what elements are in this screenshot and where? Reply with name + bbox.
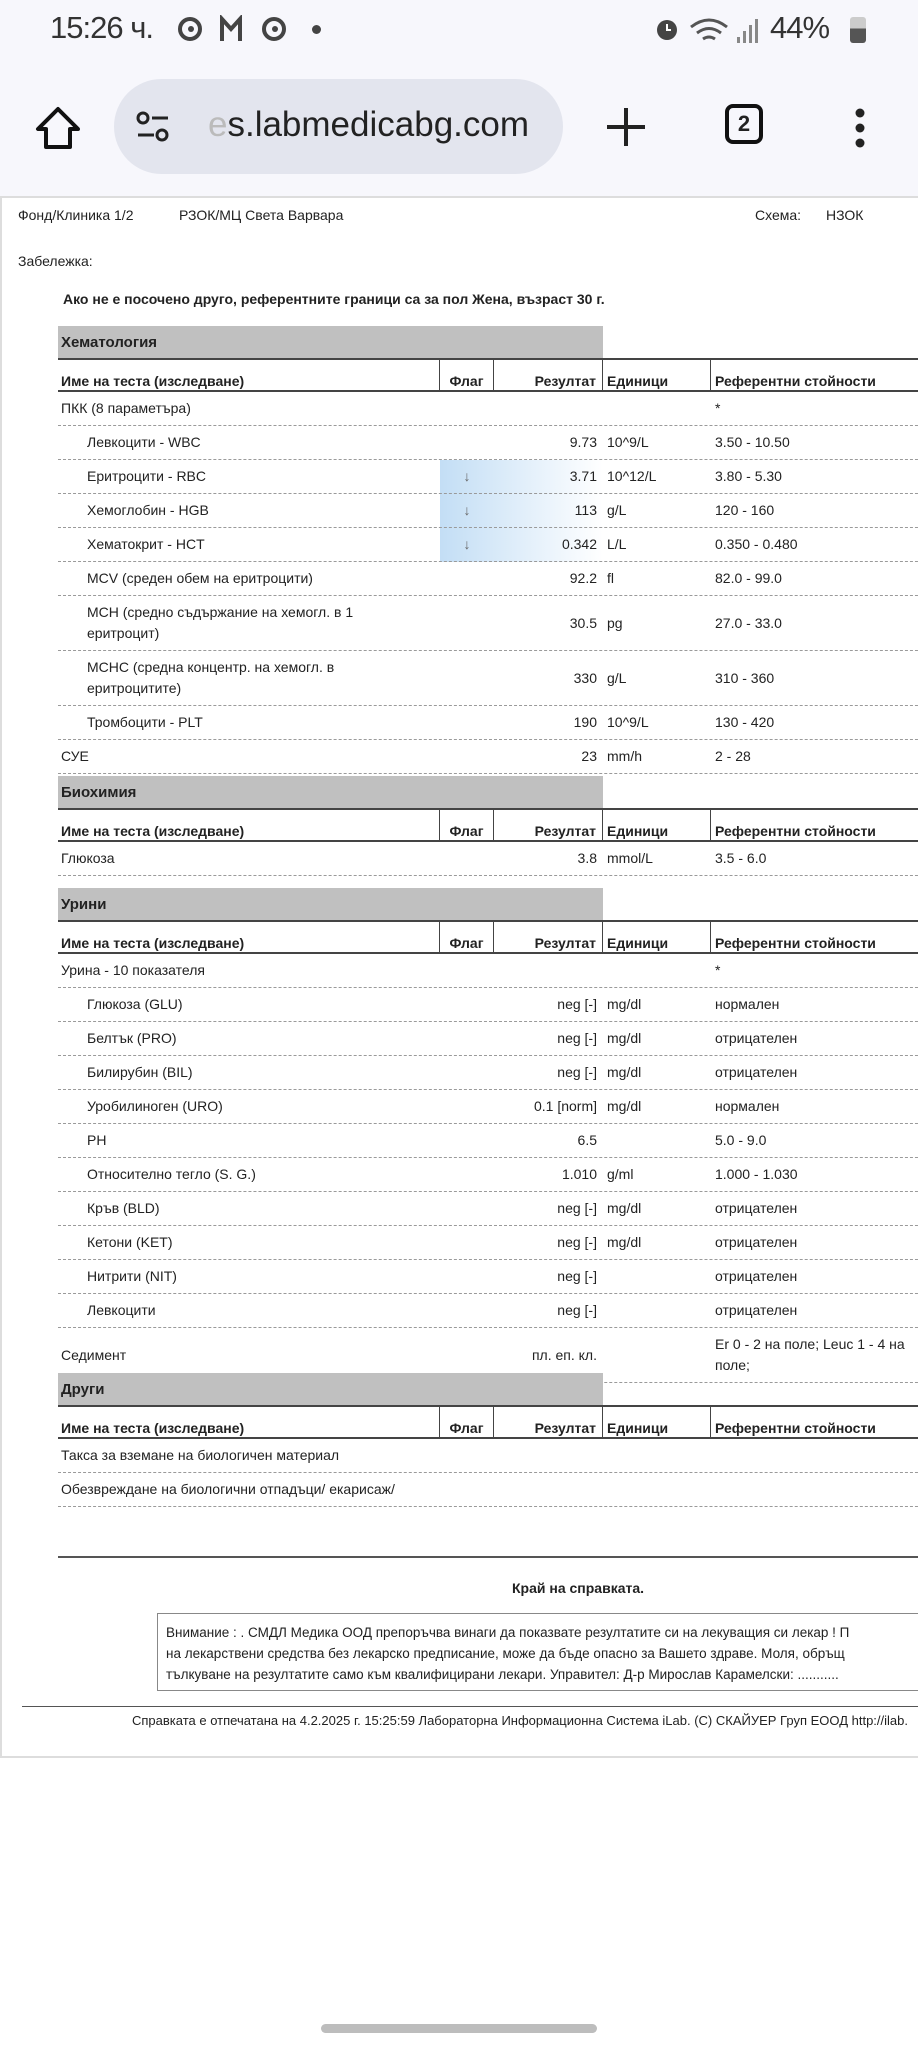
table-row — [58, 740, 918, 774]
cell-result — [494, 965, 603, 977]
cell-result: 3.71 — [569, 468, 597, 484]
table-row — [58, 1260, 918, 1294]
cell-name: Уробилиноген (URO) — [87, 1098, 223, 1114]
cell-units: 10^9/L — [607, 434, 649, 450]
url-faded: e — [208, 105, 228, 144]
cell-result: 330 — [573, 669, 597, 686]
alarm-icon — [657, 20, 677, 40]
cell-result — [494, 1450, 603, 1462]
section-2 — [58, 888, 918, 1383]
battery-icon — [850, 17, 866, 43]
column-header-ref: Референтни стойности — [715, 823, 876, 839]
cell-result: 92.2 — [569, 570, 597, 586]
notice-line: на лекарствени средства без лекарско предписание, може да бъде опасно за Вашето здраве. Моля, обръщ — [166, 1646, 845, 1661]
table-row — [58, 1158, 918, 1192]
url-domain: s.labmedicabg.com — [227, 105, 530, 144]
cell-flag — [440, 1033, 494, 1045]
cell-ref: отрицателен — [715, 1030, 798, 1046]
tab-switcher-button[interactable]: 2 — [725, 104, 763, 144]
notice-box — [157, 1613, 918, 1691]
scheme-value: НЗОК — [826, 207, 864, 223]
cell-name: MCV (среден обем на еритроцити) — [87, 570, 313, 586]
cell-ref — [711, 1450, 918, 1462]
browser-chrome — [0, 0, 918, 196]
section-title: Биохимия — [58, 776, 603, 808]
footer-divider — [22, 1706, 918, 1707]
cell-name: Еритроцити - RBC — [87, 468, 206, 484]
swirl-icon — [264, 19, 284, 39]
cell-ref: 120 - 160 — [715, 502, 775, 518]
table-row — [58, 392, 918, 426]
column-header-ref: Референтни стойности — [715, 1420, 876, 1436]
cell-ref — [711, 1484, 918, 1496]
cell-name: СУЕ — [61, 748, 89, 764]
table-row — [58, 494, 918, 528]
section-1 — [58, 776, 918, 876]
menu-icon[interactable] — [852, 108, 868, 148]
cell-units — [603, 1484, 711, 1496]
cell-units: g/ml — [607, 1166, 634, 1182]
cell-flag — [440, 573, 494, 585]
cell-result: neg [-] — [557, 1064, 597, 1080]
swirl-icon — [180, 19, 200, 39]
cell-result: neg [-] — [557, 1030, 597, 1046]
table-row — [58, 1124, 918, 1158]
cell-units — [603, 403, 711, 415]
table-row — [58, 1294, 918, 1328]
table-header — [58, 808, 918, 842]
cell-result — [494, 403, 603, 415]
dot-icon — [312, 25, 321, 34]
cell-units — [603, 1271, 711, 1283]
fund-label: Фонд/Клиника 1/2 — [18, 207, 134, 223]
table-row — [58, 706, 918, 740]
status-icons — [655, 15, 765, 45]
table-row — [58, 1022, 918, 1056]
cell-flag — [440, 751, 494, 763]
status-time: 15:26 ч. — [50, 10, 153, 45]
cell-result: 1.010 — [561, 1166, 597, 1182]
cell-units — [603, 1305, 711, 1317]
cell-result: 190 — [573, 714, 597, 730]
cell-ref: 3.50 - 10.50 — [715, 434, 790, 450]
cell-ref: Er 0 - 2 на поле; Leuc 1 - 4 на поле; — [715, 1336, 905, 1373]
cell-name: Урина - 10 показателя — [61, 962, 205, 978]
cell-units: mg/dl — [607, 1200, 642, 1216]
cell-result: 23 — [581, 748, 597, 764]
cell-units: mg/dl — [607, 1234, 642, 1250]
column-header-ref: Референтни стойности — [715, 935, 876, 951]
table-row — [58, 1226, 918, 1260]
cell-result: 0.1 [norm] — [533, 1098, 597, 1114]
cell-ref: нормален — [715, 996, 780, 1012]
cell-name: Обезвреждане на биологични отпадъци/ екарисаж/ — [61, 1481, 395, 1497]
cell-result: neg [-] — [557, 1200, 597, 1216]
column-header-result: Резултат — [494, 1407, 603, 1437]
column-header-name: Име на теста (изследване) — [58, 1407, 440, 1437]
table-row — [58, 562, 918, 596]
new-tab-icon[interactable] — [604, 106, 648, 148]
cell-units: g/L — [607, 669, 627, 686]
cell-flag — [440, 1305, 494, 1317]
cell-flag — [440, 965, 494, 977]
column-header-ref: Референтни стойности — [715, 373, 876, 389]
end-divider — [58, 1556, 918, 1558]
table-row — [58, 1439, 918, 1473]
cell-ref: 0.350 - 0.480 — [715, 536, 798, 552]
cell-name: Билирубин (BIL) — [87, 1064, 193, 1080]
signal-icon — [737, 19, 758, 43]
cell-ref: 130 - 420 — [715, 714, 775, 730]
url-bar[interactable] — [114, 79, 563, 174]
cell-units — [603, 965, 711, 977]
cell-flag: ↓ — [463, 468, 471, 484]
cell-flag — [440, 1067, 494, 1079]
column-header-result: Резултат — [494, 922, 603, 952]
cell-flag — [440, 617, 494, 629]
column-header-flag: Флаг — [440, 360, 494, 390]
cell-name: Кръв (BLD) — [87, 1200, 160, 1216]
table-header — [58, 358, 918, 392]
cell-name: Такса за вземане на биологичен материал — [61, 1447, 340, 1463]
cell-units: mmol/L — [607, 850, 653, 866]
cell-ref: 3.80 - 5.30 — [715, 468, 782, 484]
table-row — [58, 1473, 918, 1507]
cell-flag — [440, 403, 494, 415]
cell-ref: отрицателен — [715, 1064, 798, 1080]
cell-name: Левкоцити - WBC — [87, 434, 201, 450]
column-header-result: Резултат — [494, 810, 603, 840]
column-header-result: Резултат — [494, 360, 603, 390]
cell-result: пл. еп. кл. — [531, 1346, 597, 1363]
column-header-name: Име на теста (изследване) — [58, 922, 440, 952]
table-row — [58, 596, 918, 651]
gmail-icon — [222, 19, 240, 41]
cell-name: Глюкоза — [61, 850, 115, 866]
cell-name: Хематокрит - HCT — [87, 536, 205, 552]
table-header — [58, 1405, 918, 1439]
section-title: Хематология — [58, 326, 603, 358]
cell-result: 0.342 — [561, 536, 597, 552]
cell-result — [494, 1484, 603, 1496]
cell-name: MCH (средно съдържание на хемогл. в 1 еритроцит) — [87, 604, 354, 641]
cell-flag — [440, 1450, 494, 1462]
cell-flag — [440, 999, 494, 1011]
table-row — [58, 954, 918, 988]
scheme-label: Схема: — [755, 207, 802, 223]
column-header-flag: Флаг — [440, 1407, 494, 1437]
column-header-units: Единици — [603, 1407, 711, 1437]
cell-result: 6.5 — [577, 1132, 597, 1148]
cell-result: neg [-] — [557, 1234, 597, 1250]
cell-name: ПКК (8 параметъра) — [61, 400, 191, 416]
cell-name: PH — [87, 1132, 107, 1148]
cell-ref: 27.0 - 33.0 — [715, 614, 782, 631]
cell-ref: отрицателен — [715, 1268, 798, 1284]
cell-name: Тромбоцити - PLT — [87, 714, 203, 730]
cell-units: 10^9/L — [607, 714, 649, 730]
cell-name: Нитрити (NIT) — [87, 1268, 177, 1284]
site-settings-icon[interactable] — [134, 109, 172, 145]
cell-flag — [440, 717, 494, 729]
cell-units: mm/h — [607, 748, 642, 764]
cell-name: Хемоглобин - HGB — [87, 502, 209, 518]
cell-result: neg [-] — [557, 1302, 597, 1318]
cell-name: Кетони (KET) — [87, 1234, 173, 1250]
cell-result: neg [-] — [557, 996, 597, 1012]
cell-units — [603, 1450, 711, 1462]
section-0 — [58, 326, 918, 774]
table-row — [58, 1056, 918, 1090]
cell-ref: отрицателен — [715, 1200, 798, 1216]
notice-line: тълкуване на резултатите само към квалифицирани лекари. Управител: Д-р Мирослав Карамелски: ........... — [166, 1667, 839, 1682]
cell-ref: 2 - 28 — [715, 748, 751, 764]
cell-name: Левкоцити — [87, 1302, 156, 1318]
section-3 — [58, 1373, 918, 1507]
battery-percent: 44% — [770, 10, 830, 45]
table-row — [58, 842, 918, 876]
cell-flag — [440, 1135, 494, 1147]
table-row — [58, 1192, 918, 1226]
cell-units: mg/dl — [607, 1098, 642, 1114]
cell-flag — [440, 437, 494, 449]
cell-flag: ↓ — [463, 502, 471, 518]
cell-units: mg/dl — [607, 1030, 642, 1046]
column-header-name: Име на теста (изследване) — [58, 810, 440, 840]
end-of-report: Край на справката. — [512, 1580, 645, 1596]
table-header — [58, 920, 918, 954]
cell-units: 10^12/L — [607, 468, 657, 484]
cell-ref: отрицателен — [715, 1234, 798, 1250]
cell-ref: нормален — [715, 1098, 780, 1114]
home-icon[interactable] — [34, 105, 82, 151]
cell-ref: 3.5 - 6.0 — [715, 850, 767, 866]
table-row — [58, 426, 918, 460]
cell-ref: 1.000 - 1.030 — [715, 1166, 798, 1182]
gesture-bar[interactable] — [321, 2024, 597, 2033]
section-title: Урини — [58, 888, 603, 920]
column-header-flag: Флаг — [440, 922, 494, 952]
cell-ref: * — [715, 962, 721, 978]
reference-note: Ако не е посочено друго, референтните граници са за пол Жена, възраст 30 г. — [63, 291, 605, 307]
cell-ref: * — [715, 400, 721, 416]
table-row — [58, 528, 918, 562]
wifi-icon — [691, 20, 727, 39]
rzok-label: РЗОК/МЦ Света Варвара — [179, 207, 344, 223]
cell-units: mg/dl — [607, 996, 642, 1012]
cell-flag — [440, 1203, 494, 1215]
column-header-units: Единици — [603, 360, 711, 390]
cell-ref: 5.0 - 9.0 — [715, 1132, 767, 1148]
cell-name: MCHC (средна концентр. на хемогл. в еритроцитите) — [87, 659, 335, 696]
table-row — [58, 651, 918, 706]
cell-flag — [440, 1349, 494, 1361]
cell-units — [603, 1349, 711, 1361]
cell-units: pg — [607, 614, 623, 631]
cell-flag — [440, 672, 494, 684]
cell-result: 30.5 — [569, 614, 597, 631]
column-header-units: Единици — [603, 922, 711, 952]
column-header-units: Единици — [603, 810, 711, 840]
column-header-name: Име на теста (изследване) — [58, 360, 440, 390]
cell-result: 3.8 — [577, 850, 597, 866]
cell-flag — [440, 1271, 494, 1283]
cell-units — [603, 1135, 711, 1147]
cell-flag: ↓ — [463, 536, 471, 552]
cell-units: mg/dl — [607, 1064, 642, 1080]
cell-name: Глюкоза (GLU) — [87, 996, 183, 1012]
cell-result: 9.73 — [569, 434, 597, 450]
cell-name: Седимент — [61, 1346, 127, 1363]
table-row — [58, 988, 918, 1022]
cell-ref: 310 - 360 — [715, 669, 775, 686]
cell-name: Относително тегло (S. G.) — [87, 1166, 256, 1182]
cell-ref: 82.0 - 99.0 — [715, 570, 782, 586]
cell-result: 113 — [574, 502, 597, 518]
cell-flag — [440, 1169, 494, 1181]
cell-flag — [440, 853, 494, 865]
notice-line: Внимание : . СМДЛ Медика ООД препоръчва винаги да показвате резултатите си на лекуващия си лекар ! П — [166, 1625, 850, 1640]
url-text[interactable] — [208, 105, 529, 145]
remark-label: Забележка: — [18, 253, 93, 269]
column-header-flag: Флаг — [440, 810, 494, 840]
cell-units: fl — [607, 570, 614, 586]
cell-flag — [440, 1484, 494, 1496]
printed-info: Справката е отпечатана на 4.2.2025 г. 15:25:59 Лабораторна Информационна Система iLab. (C) СКАЙУЕР Груп ЕООД http://ilab. — [132, 1713, 908, 1728]
cell-flag — [440, 1237, 494, 1249]
cell-result: neg [-] — [557, 1268, 597, 1284]
notification-icons — [178, 15, 293, 45]
table-row — [58, 1090, 918, 1124]
cell-units: g/L — [607, 502, 627, 518]
section-title: Други — [58, 1373, 603, 1405]
cell-units: L/L — [607, 536, 627, 552]
cell-name: Белтък (PRO) — [87, 1030, 177, 1046]
table-row — [58, 460, 918, 494]
cell-flag — [440, 1101, 494, 1113]
cell-ref: отрицателен — [715, 1302, 798, 1318]
